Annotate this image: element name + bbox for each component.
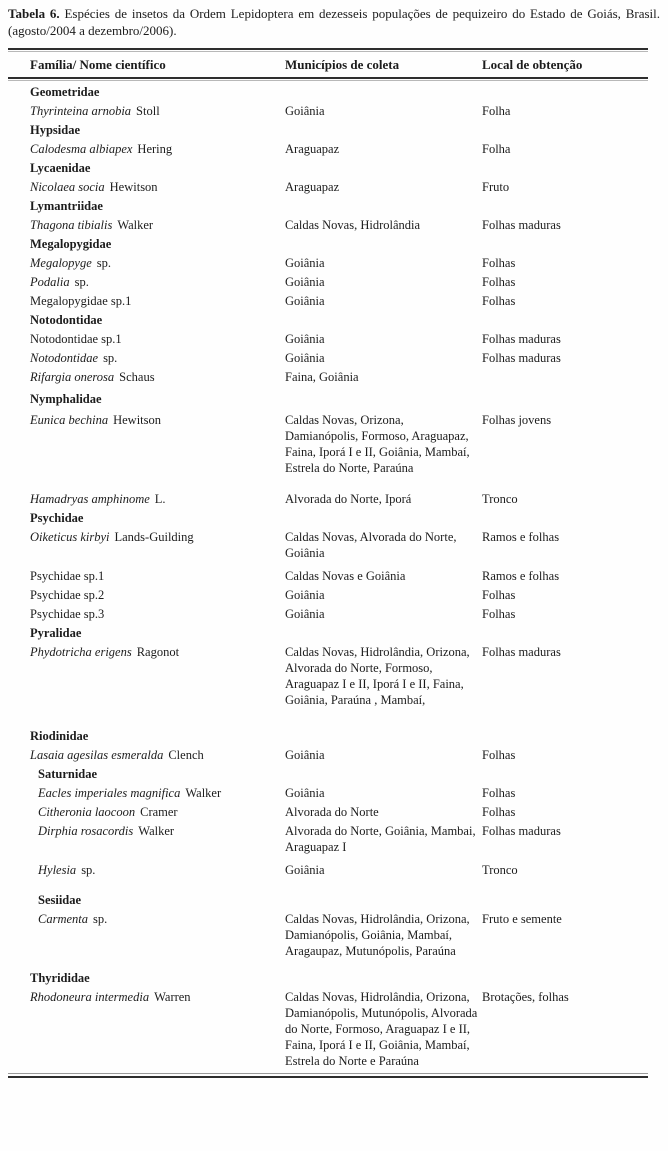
author-name: Walker (117, 218, 154, 232)
scientific-name-cell (8, 141, 285, 157)
scientific-name-cell (8, 331, 285, 347)
species-row (8, 820, 648, 855)
municipios-cell: Goiânia (285, 332, 325, 346)
scientific-name: Phydotricha erigens (30, 645, 132, 659)
family-row (8, 967, 648, 986)
local-cell: Folhas (482, 275, 516, 289)
scientific-name: Notodontidae (30, 351, 99, 365)
scientific-name-cell (8, 989, 285, 1005)
scientific-name-cell (8, 255, 285, 271)
species-row (8, 409, 648, 476)
author-name: Cramer (140, 805, 178, 819)
scientific-name-cell (8, 785, 285, 801)
local-cell: Folha (482, 142, 511, 156)
column-header-municipios: Municípios de coleta (285, 57, 400, 72)
scientific-name-cell (8, 529, 285, 545)
species-row (8, 138, 648, 157)
scientific-name-cell (8, 911, 285, 927)
family-name: Lymantriidae (30, 199, 103, 213)
family-name: Thyrididae (30, 971, 90, 985)
municipios-cell: Goiânia (285, 607, 325, 621)
local-cell: Folhas (482, 748, 516, 762)
species-row (8, 641, 648, 708)
author-name: Clench (168, 748, 204, 762)
author-name: Hewitson (109, 180, 158, 194)
municipios-cell: Araguapaz (285, 180, 340, 194)
local-cell: Ramos e folhas (482, 569, 560, 583)
species-row (8, 986, 648, 1069)
species-row (8, 603, 648, 622)
local-cell: Folha (482, 104, 511, 118)
species-row (8, 859, 648, 878)
family-name-cell (8, 892, 285, 908)
species-row (8, 252, 648, 271)
scientific-name: Carmenta (38, 912, 88, 926)
family-name: Geometridae (30, 85, 100, 99)
species-row (8, 214, 648, 233)
municipios-cell: Goiânia (285, 351, 325, 365)
scientific-name-cell (8, 293, 285, 309)
species-row (8, 271, 648, 290)
species-row (8, 526, 648, 561)
scientific-name-cell (8, 587, 285, 603)
scientific-name-cell (8, 274, 285, 290)
local-cell: Fruto e semente (482, 912, 562, 926)
author-name: sp. (96, 256, 112, 270)
author-name: sp. (93, 912, 108, 926)
species-row (8, 584, 648, 603)
scientific-name: Dirphia rosacordis (38, 824, 134, 838)
family-row (8, 119, 648, 138)
author-name: Schaus (119, 370, 155, 384)
scientific-name: Rhodoneura intermedia (30, 990, 150, 1004)
local-cell: Brotações, folhas (482, 990, 569, 1004)
family-name: Lycaenidae (30, 161, 91, 175)
scientific-name: Calodesma albiapex (30, 142, 133, 156)
scientific-name: Rifargia onerosa (30, 370, 115, 384)
column-header-local: Local de obtenção (482, 57, 583, 72)
caption-text: Espécies de insetos da Ordem Lepidoptera em dezesseis populações de pequizeiro do Estado de Goiás, Brasil. (agosto/2004 a dezembro/2006). (8, 6, 661, 38)
family-row (8, 622, 648, 641)
table-caption (8, 5, 660, 39)
municipios-cell: Caldas Novas e Goiânia (285, 569, 406, 583)
scientific-name: Oiketicus kirbyi (30, 530, 110, 544)
scientific-name-cell (8, 369, 285, 385)
family-name-cell (8, 625, 285, 641)
scientific-name-cell (8, 412, 285, 428)
author-name: sp. (74, 275, 89, 289)
caption-label: Tabela 6. (8, 6, 60, 21)
family-name: Megalopygidae (30, 237, 112, 251)
family-name-cell (8, 510, 285, 526)
column-header-familia: Família/ Nome científico (30, 57, 166, 72)
scientific-name: Eacles imperiales magnifica (38, 786, 181, 800)
family-row (8, 81, 648, 100)
scientific-name: Megalopygidae sp.1 (30, 294, 132, 308)
local-cell: Folhas (482, 805, 516, 819)
scientific-name: Hamadryas amphinome (30, 492, 150, 506)
municipios-cell: Caldas Novas, Orizona, Damianópolis, Formoso, Araguapaz, Faina, Iporá I e II, Goiânia, Mambaí, Estrela do Norte, Paraúna (285, 413, 470, 475)
scientific-name: Citheronia laocoon (38, 805, 136, 819)
scientific-name-cell (8, 217, 285, 233)
species-row (8, 801, 648, 820)
family-row (8, 309, 648, 328)
species-row (8, 488, 648, 507)
species-row (8, 908, 648, 959)
family-name: Nymphalidae (30, 392, 102, 406)
scientific-name: Lasaia agesilas esmeralda (30, 748, 164, 762)
scientific-name: Megalopyge (30, 256, 92, 270)
municipios-cell: Alvorada do Norte, Iporá (285, 492, 412, 506)
local-cell: Folhas maduras (482, 332, 561, 346)
scientific-name-cell (8, 179, 285, 195)
municipios-cell: Goiânia (285, 256, 325, 270)
local-cell: Folhas maduras (482, 824, 561, 838)
municipios-cell: Alvorada do Norte (285, 805, 379, 819)
family-row (8, 889, 648, 908)
local-cell: Fruto (482, 180, 510, 194)
family-row (8, 195, 648, 214)
author-name: Hering (137, 142, 173, 156)
scientific-name-cell (8, 606, 285, 622)
species-row (8, 347, 648, 366)
municipios-cell: Alvorada do Norte, Goiânia, Mambai, Araguapaz I (285, 824, 476, 854)
family-name-cell (8, 728, 285, 744)
family-name-cell (8, 970, 285, 986)
municipios-cell: Caldas Novas, Hidrolândia (285, 218, 421, 232)
author-name: Walker (185, 786, 222, 800)
family-name-cell (8, 160, 285, 176)
local-cell: Tronco (482, 863, 518, 877)
scientific-name-cell (8, 568, 285, 584)
table-body (8, 81, 648, 1069)
scientific-name: Psychidae sp.3 (30, 607, 105, 621)
scientific-name: Eunica bechina (30, 413, 109, 427)
author-name: Ragonot (136, 645, 180, 659)
local-cell: Folhas (482, 588, 516, 602)
family-name-cell (8, 122, 285, 138)
family-name: Saturnidae (38, 767, 98, 781)
family-name-cell (8, 391, 285, 407)
species-row (8, 328, 648, 347)
family-name: Sesiidae (38, 893, 82, 907)
municipios-cell: Goiânia (285, 104, 325, 118)
species-row (8, 366, 648, 385)
family-name: Pyralidae (30, 626, 82, 640)
local-cell: Folhas (482, 786, 516, 800)
municipios-cell: Goiânia (285, 786, 325, 800)
species-row (8, 782, 648, 801)
scientific-name: Hylesia (38, 863, 77, 877)
scientific-name: Thagona tibialis (30, 218, 113, 232)
scientific-name-cell (8, 491, 285, 507)
family-row (8, 763, 648, 782)
municipios-cell: Araguapaz (285, 142, 340, 156)
family-name-cell (8, 766, 285, 782)
local-cell: Folhas (482, 607, 516, 621)
municipios-cell: Caldas Novas, Hidrolândia, Orizona, Damianópolis, Goiânia, Mambaí, Aragaupaz, Mutunópolis, Paraúna (285, 912, 470, 958)
author-name: Lands-Guilding (114, 530, 194, 544)
author-name: Walker (138, 824, 175, 838)
family-name-cell (8, 312, 285, 328)
species-row (8, 176, 648, 195)
species-row (8, 290, 648, 309)
species-row (8, 565, 648, 584)
scientific-name: Psychidae sp.1 (30, 569, 105, 583)
scientific-name-cell (8, 804, 285, 820)
local-cell: Folhas jovens (482, 413, 552, 427)
family-name: Riodinidae (30, 729, 89, 743)
municipios-cell: Goiânia (285, 748, 325, 762)
municipios-cell: Caldas Novas, Alvorada do Norte, Goiânia (285, 530, 457, 560)
municipios-cell: Caldas Novas, Hidrolândia, Orizona, Alvorada do Norte, Formoso, Araguapaz I e II, Iporá I e II, Faina, Goiânia, Paraúna , Mambaí, (285, 645, 470, 707)
family-row (8, 725, 648, 744)
family-row (8, 157, 648, 176)
scientific-name-cell (8, 350, 285, 366)
scientific-name: Thyrinteina arnobia (30, 104, 132, 118)
local-cell: Folhas (482, 256, 516, 270)
author-name: sp. (103, 351, 118, 365)
table-header-row (8, 52, 648, 77)
author-name: Stoll (136, 104, 160, 118)
municipios-cell: Goiânia (285, 294, 325, 308)
family-name-cell (8, 84, 285, 100)
municipios-cell: Goiânia (285, 588, 325, 602)
municipios-cell: Goiânia (285, 275, 325, 289)
municipios-cell: Faina, Goiânia (285, 370, 359, 384)
scientific-name-cell (8, 862, 285, 878)
author-name: Warren (154, 990, 191, 1004)
family-name: Hypsidae (30, 123, 81, 137)
family-name: Psychidae (30, 511, 84, 525)
family-name-cell (8, 236, 285, 252)
species-table (8, 48, 648, 1078)
scientific-name-cell (8, 823, 285, 839)
local-cell: Tronco (482, 492, 518, 506)
family-row (8, 233, 648, 252)
scientific-name-cell (8, 103, 285, 119)
local-cell: Folhas maduras (482, 351, 561, 365)
author-name: Hewitson (113, 413, 162, 427)
family-row (8, 507, 648, 526)
scientific-name-cell (8, 747, 285, 763)
author-name: L. (154, 492, 166, 506)
scientific-name-cell (8, 644, 285, 660)
family-name-cell (8, 198, 285, 214)
local-cell: Folhas (482, 294, 516, 308)
scientific-name: Podalia (30, 275, 70, 289)
municipios-cell: Goiânia (285, 863, 325, 877)
municipios-cell: Caldas Novas, Hidrolândia, Orizona, Damianópolis, Mutunópolis, Alvorada do Norte, Formoso, Araguapaz I e II, Faina, Iporá I e II, Goiânia, Mambaí, Estrela do Norte e Paraúna (285, 990, 478, 1068)
author-name: sp. (81, 863, 96, 877)
local-cell: Folhas maduras (482, 218, 561, 232)
species-row (8, 744, 648, 763)
scientific-name: Psychidae sp.2 (30, 588, 105, 602)
scientific-name: Notodontidae sp.1 (30, 332, 122, 346)
family-row (8, 388, 648, 407)
table-bottom-rule (8, 1073, 648, 1078)
local-cell: Ramos e folhas (482, 530, 560, 544)
scientific-name: Nicolaea socia (30, 180, 105, 194)
local-cell: Folhas maduras (482, 645, 561, 659)
species-row (8, 100, 648, 119)
family-name: Notodontidae (30, 313, 103, 327)
